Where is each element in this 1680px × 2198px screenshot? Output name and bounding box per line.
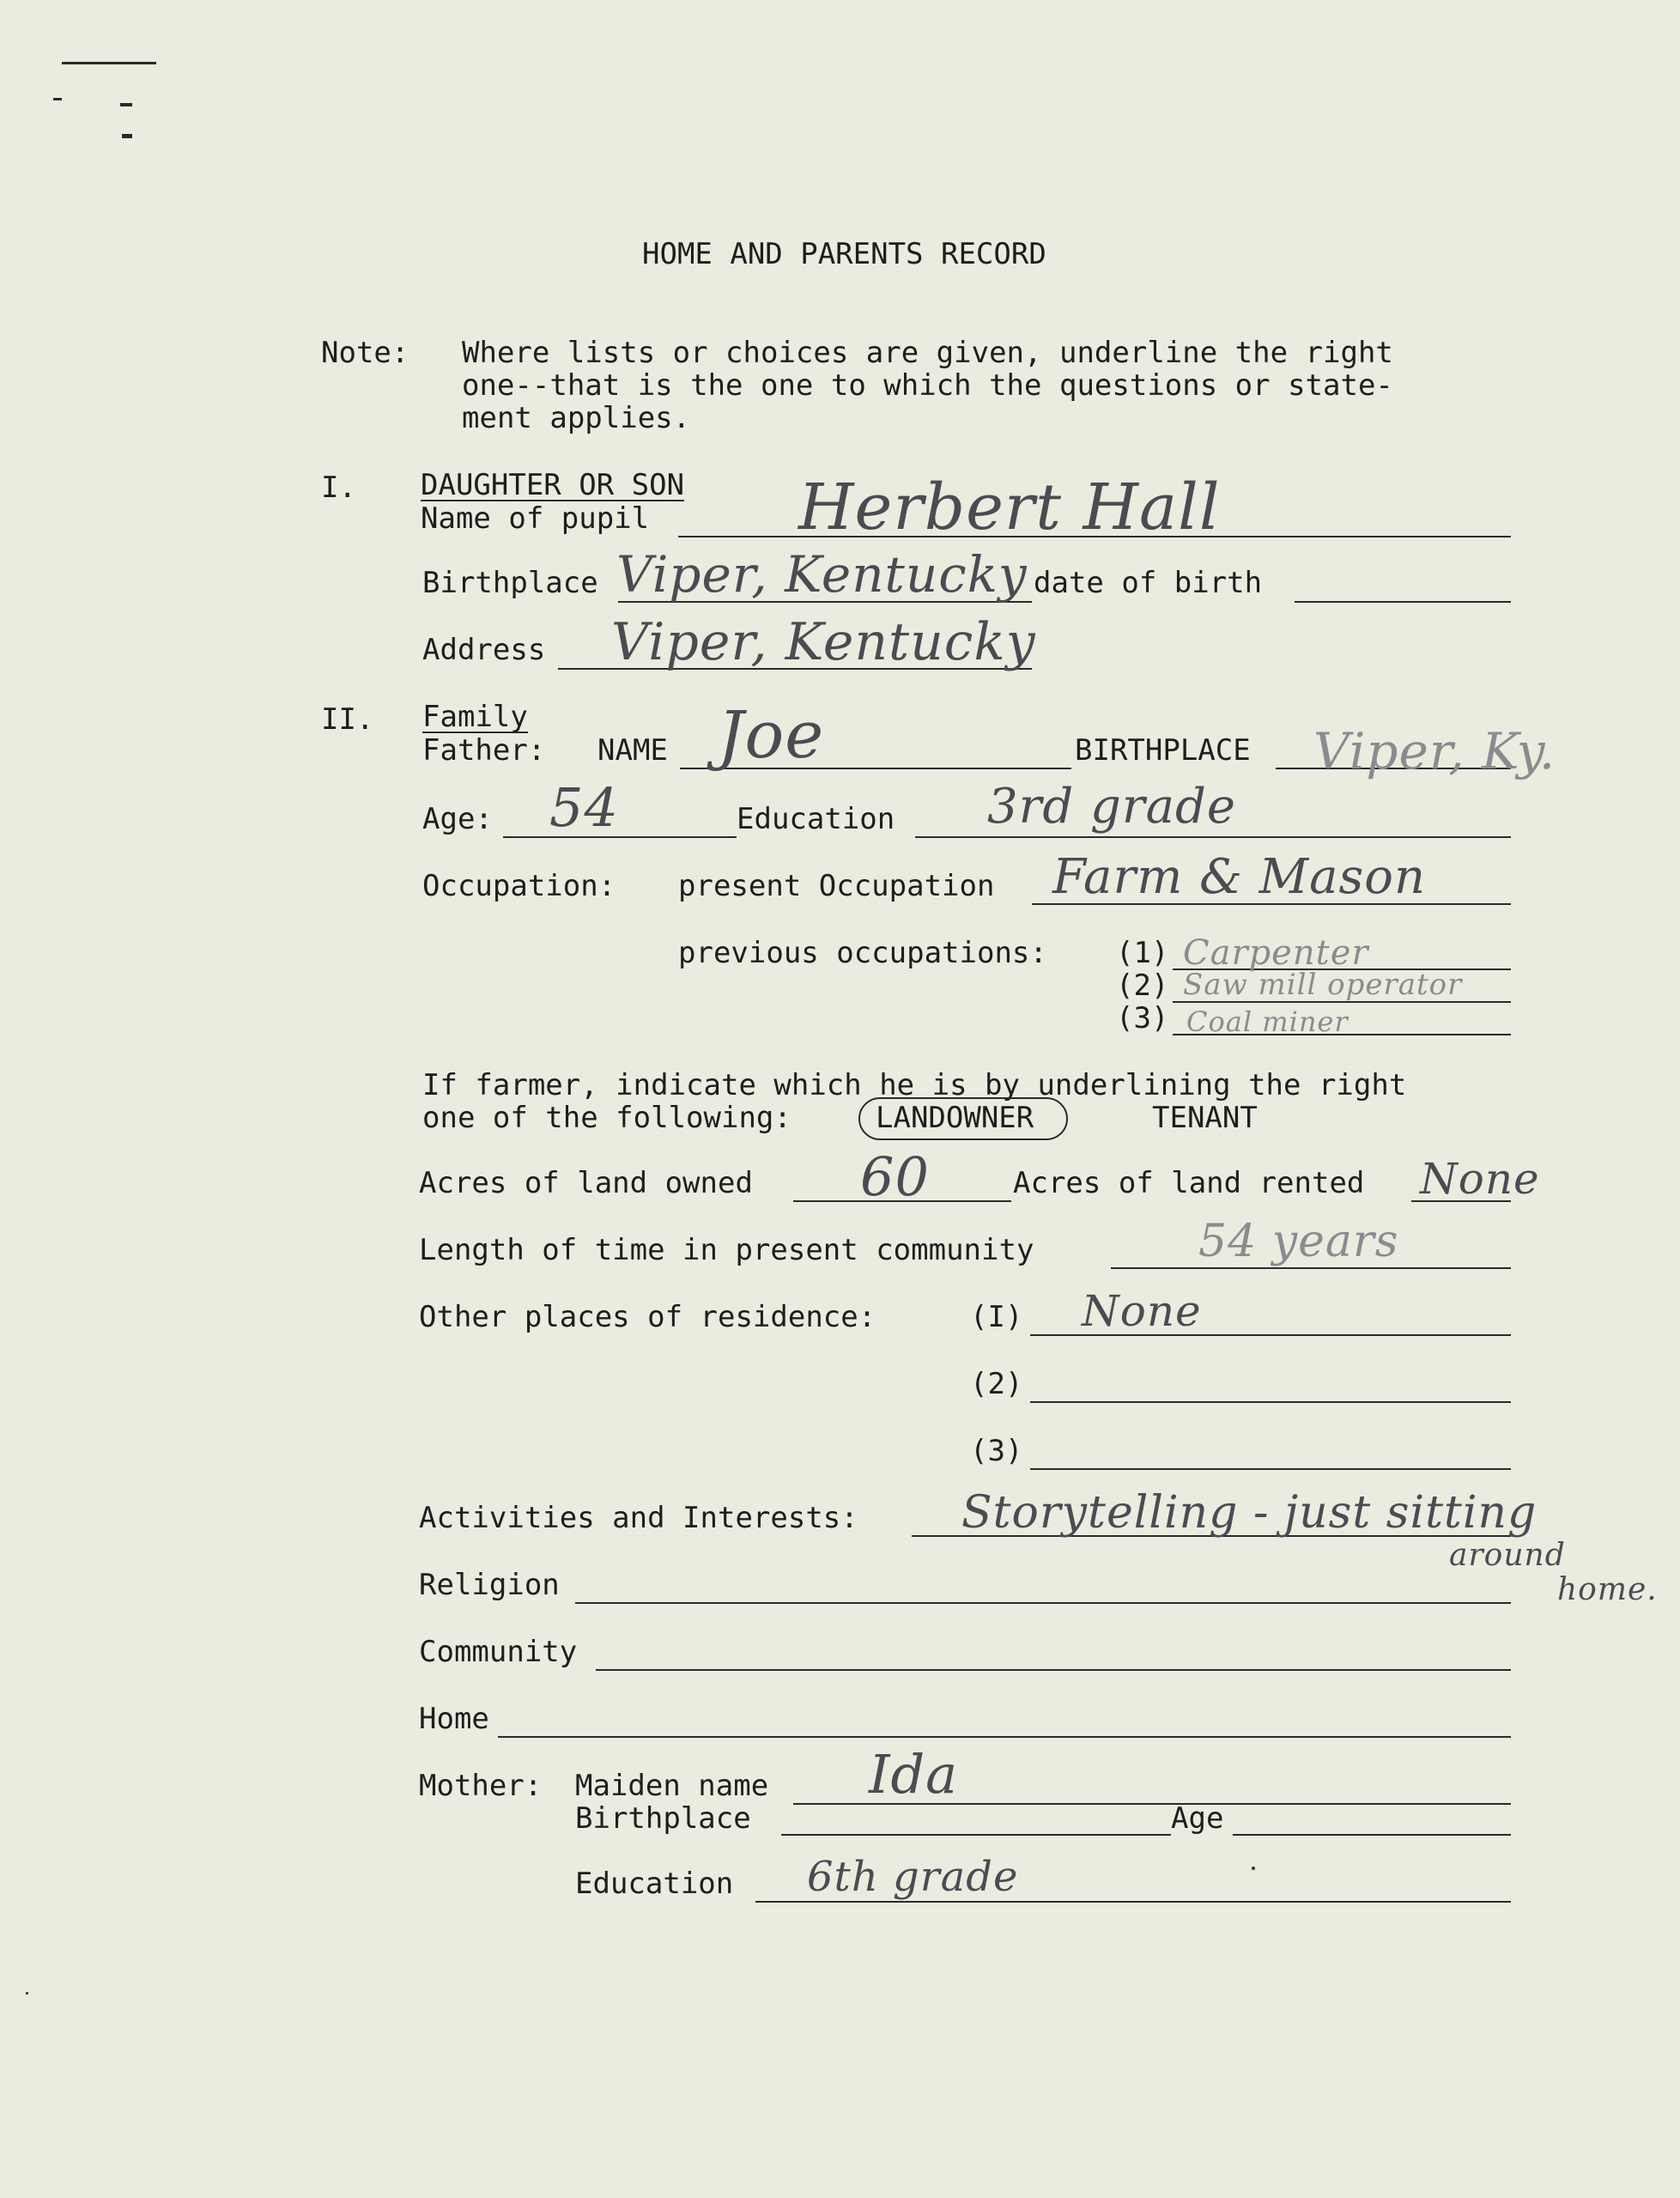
family-heading: Family (422, 700, 528, 734)
present-occupation-value: Farm & Mason (1052, 849, 1427, 905)
community-label: Community (419, 1635, 578, 1669)
name-of-pupil-value: Herbert Hall (798, 471, 1221, 544)
acres-rented-label: Acres of land rented (1013, 1166, 1365, 1200)
address-label: Address (422, 633, 546, 667)
note-line: ment applies. (462, 401, 691, 435)
farmer-instruction: one of the following: (422, 1101, 791, 1135)
corner-mark (120, 103, 132, 106)
acres-owned-value: 60 (860, 1145, 930, 1208)
maiden-name-label: Maiden name (575, 1769, 769, 1803)
father-name-value: Joe (718, 696, 825, 773)
religion-label: Religion (419, 1568, 560, 1602)
note-label: Note: (321, 336, 409, 370)
mother-label: Mother: (419, 1769, 543, 1803)
father-birthplace-label: BIRTHPLACE (1075, 733, 1251, 768)
date-of-birth-line[interactable] (1295, 601, 1511, 603)
note-line: Where lists or choices are given, underline the right (462, 336, 1393, 370)
tenant-option[interactable]: TENANT (1152, 1101, 1258, 1135)
acres-rented-value: None (1420, 1154, 1540, 1204)
age-value: 54 (549, 776, 619, 839)
length-of-time-line[interactable] (1111, 1267, 1511, 1269)
age-line[interactable] (503, 836, 737, 838)
section-heading: DAUGHTER OR SON (421, 468, 685, 502)
activities-value-continued: around (1449, 1538, 1566, 1573)
previous-occupations-label: previous occupations: (678, 936, 1047, 970)
mother-education-value: 6th grade (807, 1853, 1019, 1901)
maiden-name-value: Ida (869, 1743, 959, 1806)
home-line[interactable] (498, 1736, 1511, 1738)
previous-occupation-num: (2) (1116, 968, 1169, 1003)
residence-line[interactable] (1030, 1401, 1511, 1403)
residence-line[interactable] (1030, 1468, 1511, 1470)
mother-birthplace-label: Birthplace (575, 1801, 751, 1836)
other-places-label: Other places of residence: (419, 1300, 876, 1334)
education-value: 3rd grade (987, 779, 1237, 835)
corner-mark (122, 134, 132, 138)
residence-num: (3) (970, 1434, 1023, 1468)
previous-occupation-value: Carpenter (1183, 933, 1369, 973)
father-name-label: NAME (597, 733, 668, 768)
education-label: Education (737, 802, 895, 836)
occupation-label: Occupation: (422, 869, 616, 903)
community-line[interactable] (596, 1669, 1511, 1671)
name-of-pupil-label: Name of pupil (421, 501, 650, 536)
acres-owned-label: Acres of land owned (419, 1166, 753, 1200)
present-occupation-label: present Occupation (678, 869, 995, 903)
mother-age-label: Age (1171, 1801, 1224, 1836)
mother-education-line[interactable] (755, 1901, 1511, 1903)
birthplace-value: Viper, Kentucky (616, 545, 1028, 604)
residence-num: (I) (970, 1300, 1023, 1334)
mother-education-label: Education (575, 1867, 734, 1901)
home-label: Home (419, 1702, 489, 1736)
ink-dot (26, 1992, 28, 1995)
farmer-instruction: If farmer, indicate which he is by underlining the right (422, 1068, 1407, 1102)
activities-label: Activities and Interests: (419, 1501, 858, 1535)
corner-mark (53, 98, 62, 100)
mother-birthplace-line[interactable] (781, 1834, 1171, 1836)
age-label: Age: (422, 802, 493, 836)
residence-value: None (1082, 1286, 1202, 1336)
activities-value: Storytelling - just sitting (961, 1487, 1537, 1539)
date-of-birth-label: date of birth (1034, 566, 1263, 600)
previous-occupation-num: (3) (1116, 1001, 1169, 1035)
previous-occupation-value: Saw mill operator (1183, 968, 1463, 1002)
ink-dot (1252, 1867, 1255, 1870)
mother-age-line[interactable] (1233, 1834, 1511, 1836)
education-line[interactable] (915, 836, 1511, 838)
address-value: Viper, Kentucky (611, 612, 1036, 672)
activities-value-continued: home. (1557, 1572, 1658, 1607)
page-title: HOME AND PARENTS RECORD (642, 237, 1046, 271)
birthplace-label: Birthplace (422, 566, 598, 600)
previous-occupation-value: Coal miner (1186, 1005, 1349, 1038)
landowner-option[interactable]: LANDOWNER (876, 1101, 1034, 1135)
section-numeral: I. (321, 471, 356, 505)
residence-num: (2) (970, 1367, 1023, 1401)
previous-occupation-num: (1) (1116, 936, 1169, 970)
length-of-time-value: 54 years (1198, 1216, 1399, 1267)
length-of-time-label: Length of time in present community (419, 1233, 1034, 1267)
father-birthplace-value: Viper, Ky. (1313, 722, 1556, 780)
religion-line[interactable] (575, 1602, 1511, 1604)
note-line: one--that is the one to which the questions or state- (462, 368, 1393, 403)
section-numeral: II. (321, 702, 374, 737)
father-label: Father: (422, 733, 546, 768)
corner-mark (62, 62, 156, 64)
